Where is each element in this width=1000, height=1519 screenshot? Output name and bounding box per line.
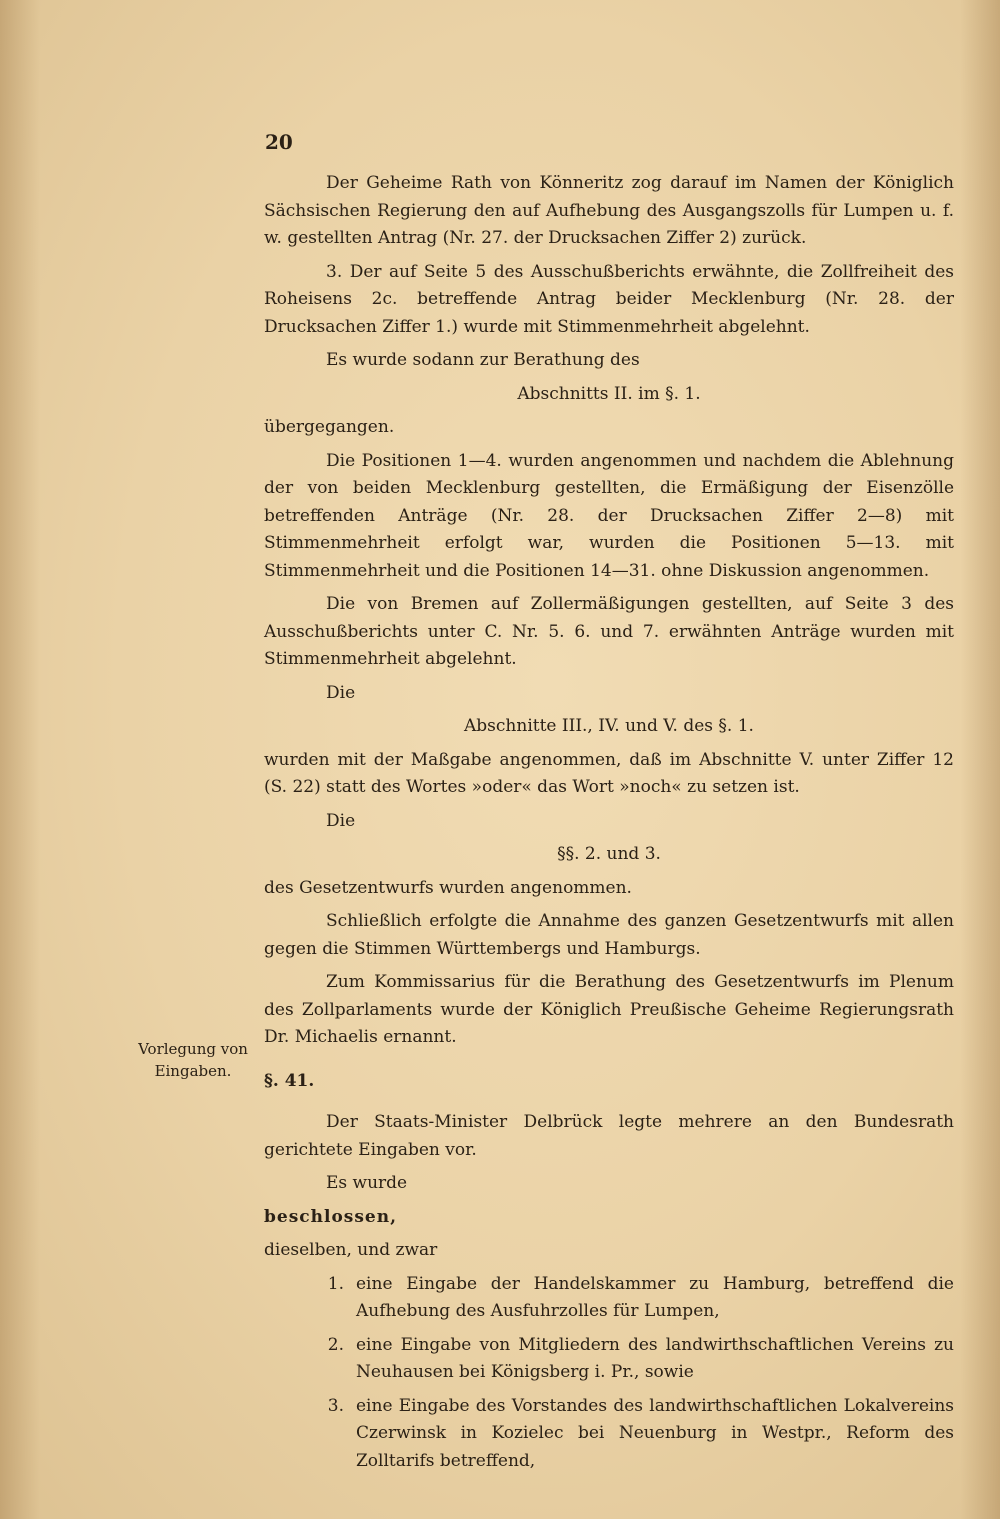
margin-note-line: Eingaben.: [154, 1062, 232, 1080]
paragraph: Die Positionen 1—4. wurden angenommen und nachdem die Ablehnung der von beiden Mecklenburg gestellten, die Ermäßigung der Eisenzölle betreffenden Anträge (Nr. 28. der Drucksachen Ziffer 2—8) mit Stimmenmehrheit erfolgt war, wurden die Positionen 5—13. mit Stimmenmehrheit und die Positionen 14—31. ohne Diskussion angenommen.: [264, 450, 954, 581]
list-item-text: eine Eingabe des Vorstandes des landwirthschaftlichen Lokalvereins Czerwinsk in Kozielec bei Neuenburg in Westpr., Reform des Zolltarifs betreffend,: [356, 1395, 954, 1471]
petition-list: [264, 1271, 954, 1476]
paragraph: des Gesetzentwurfs wurden angenommen.: [264, 877, 632, 898]
list-item: [264, 1393, 954, 1476]
centered-line: Abschnitte III., IV. und V. des §. 1.: [464, 716, 754, 736]
paragraph: wurden mit der Maßgabe angenommen, daß im Abschnitte V. unter Ziffer 12 (S. 22) statt des Wortes »oder« das Wort »noch« zu setzen ist.: [264, 749, 954, 797]
list-item-text: eine Eingabe der Handelskammer zu Hamburg, betreffend die Aufhebung des Ausfuhrzolles für Lumpen,: [356, 1273, 954, 1321]
margin-note-line: Vorlegung von: [138, 1040, 248, 1058]
margin-note: [128, 1038, 258, 1082]
list-item: [264, 1332, 954, 1387]
paragraph: Der Geheime Rath von Könneritz zog darauf im Namen der Königlich Sächsischen Regierung den auf Aufhebung des Ausgangszolls für Lumpen u. f. w. gestellten Antrag (Nr. 27. der Drucksachen Ziffer 2) zurück.: [264, 173, 954, 248]
list-item-number: 2.: [327, 1334, 344, 1355]
resolution-heading: beschlossen,: [264, 1206, 398, 1227]
list-item: [264, 1271, 954, 1326]
paragraph: Zum Kommissarius für die Berathung des Gesetzentwurfs im Plenum des Zollparlaments wurde der Königlich Preußische Geheime Regierungsrath Dr. Michaelis ernannt.: [264, 972, 954, 1047]
centered-line: Abschnitts II. im §. 1.: [517, 383, 701, 404]
paragraph: 3. Der auf Seite 5 des Ausschußberichts erwähnte, die Zollfreiheit des Roheisens 2c. betreffende Antrag beider Mecklenburg (Nr. 28. der Drucksachen Ziffer 1.) wurde mit Stimmenmehrheit abgelehnt.: [264, 261, 954, 337]
paragraph: dieselben, und zwar: [264, 1240, 438, 1260]
page-edge-shadow-right: [960, 0, 1000, 1519]
list-item-number: 1.: [327, 1273, 344, 1294]
paragraph: übergegangen.: [264, 417, 395, 437]
list-item-number: 3.: [327, 1395, 344, 1416]
paragraph: Es wurde: [326, 1173, 408, 1193]
paragraph: Die von Bremen auf Zollermäßigungen gestellten, auf Seite 3 des Ausschußberichts unter C. Nr. 5. 6. und 7. erwähnten Anträge wurden mit Stimmenmehrheit abgelehnt.: [264, 594, 954, 669]
page-number: 20: [265, 130, 293, 154]
main-text-column: [264, 170, 954, 1481]
page-edge-shadow-left: [0, 0, 40, 1519]
section-heading: §. 41.: [264, 1070, 315, 1091]
paragraph: Es wurde sodann zur Berathung des: [326, 350, 640, 370]
paragraph: Die: [326, 682, 356, 703]
paragraph: Die: [326, 810, 356, 831]
paragraph: Schließlich erfolgte die Annahme des ganzen Gesetzentwurfs mit allen gegen die Stimmen Württembergs und Hamburgs.: [264, 911, 954, 959]
list-item-text: eine Eingabe von Mitgliedern des landwirthschaftlichen Vereins zu Neuhausen bei Königsberg i. Pr., sowie: [356, 1334, 954, 1382]
paragraph: Der Staats-Minister Delbrück legte mehrere an den Bundesrath gerichtete Eingaben vor.: [264, 1112, 954, 1160]
centered-line: §§. 2. und 3.: [557, 844, 661, 864]
